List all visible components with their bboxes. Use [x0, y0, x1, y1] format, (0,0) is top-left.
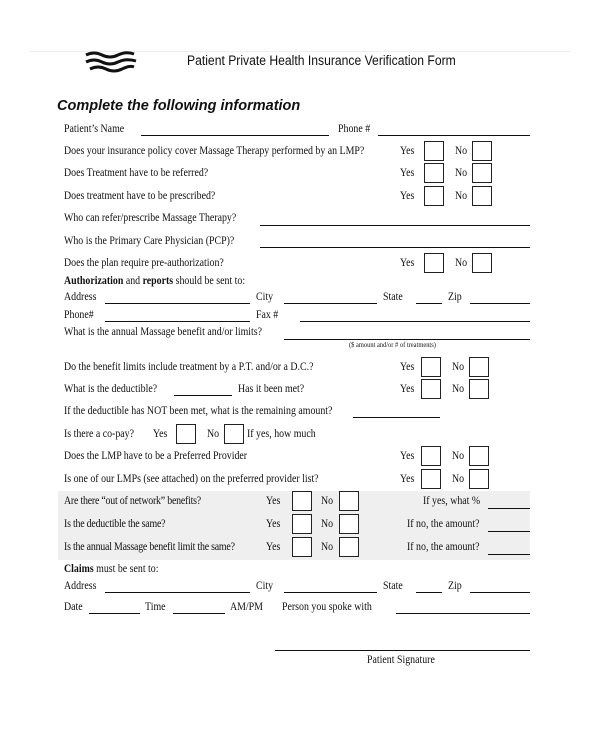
- date-field[interactable]: [89, 613, 140, 614]
- time-field[interactable]: [173, 613, 225, 614]
- q1-yes-checkbox[interactable]: [424, 141, 444, 161]
- question-pcp: Who is the Primary Care Physician (PCP)?: [64, 235, 235, 247]
- claims-state-field[interactable]: [416, 592, 442, 593]
- followup-q14b: If yes, what %: [423, 495, 481, 507]
- q12-yes-checkbox[interactable]: [421, 446, 441, 466]
- q3-yes-checkbox[interactable]: [424, 186, 444, 206]
- claims-city-field[interactable]: [284, 592, 377, 593]
- question-q14: Are there “out of network” benefits?: [64, 495, 201, 507]
- auth-city-label: City: [256, 291, 274, 303]
- yes-label: Yes: [400, 167, 415, 179]
- auth-phone-field[interactable]: [105, 321, 250, 322]
- q12-no-checkbox[interactable]: [469, 446, 489, 466]
- no-label: No: [452, 361, 465, 373]
- signature-field[interactable]: [275, 650, 530, 651]
- auth-text: and: [123, 275, 143, 287]
- who-can-refer-field[interactable]: [260, 225, 530, 226]
- no-label: No: [321, 495, 334, 507]
- question-lmp-coverage: Does your insurance policy cover Massage Therapy performed by an LMP?: [64, 145, 365, 157]
- question-who-can-refer: Who can refer/prescribe Massage Therapy?: [64, 212, 237, 224]
- auth-text: should be sent to:: [173, 275, 246, 287]
- claims-zip-field[interactable]: [470, 592, 530, 593]
- person-spoke-with-label: Person you spoke with: [282, 601, 372, 613]
- auth-address-label: Address: [64, 291, 97, 303]
- no-label: No: [455, 190, 468, 202]
- time-label: Time: [145, 601, 166, 613]
- signature-label: Patient Signature: [367, 654, 435, 666]
- question-copay: Is there a co-pay?: [64, 428, 135, 440]
- yes-label: Yes: [400, 473, 415, 485]
- no-label: No: [207, 428, 220, 440]
- auth-zip-label: Zip: [448, 291, 462, 303]
- form-title: Patient Private Health Insurance Verification Form: [187, 53, 456, 68]
- question-provider-list: Is one of our LMPs (see attached) on the preferred provider list?: [64, 473, 319, 485]
- has-it-been-met-label: Has it been met?: [238, 383, 305, 395]
- person-spoke-with-field[interactable]: [396, 613, 530, 614]
- q8-no-checkbox[interactable]: [469, 357, 489, 377]
- q11-yes-checkbox[interactable]: [176, 424, 196, 444]
- q2-yes-checkbox[interactable]: [424, 163, 444, 183]
- yes-label: Yes: [266, 541, 281, 553]
- yes-label: Yes: [266, 518, 281, 530]
- claims-city-label: City: [256, 580, 274, 592]
- auth-send-to-label: [64, 274, 245, 288]
- pcp-field[interactable]: [260, 247, 530, 248]
- phone-field[interactable]: [378, 135, 530, 136]
- q3-no-checkbox[interactable]: [472, 186, 492, 206]
- q13-no-checkbox[interactable]: [469, 469, 489, 489]
- question-q15: Is the deductible the same?: [64, 518, 166, 530]
- auth-city-field[interactable]: [284, 303, 377, 304]
- auth-state-field[interactable]: [416, 303, 442, 304]
- q9-yes-checkbox[interactable]: [421, 379, 441, 399]
- question-remaining-amount: If the deductible has NOT been met, what is the remaining amount?: [64, 405, 333, 417]
- question-annual-benefit: What is the annual Massage benefit and/or limits?: [64, 326, 263, 338]
- claims-send-to-label: [64, 562, 159, 576]
- question-preferred-provider: Does the LMP have to be a Preferred Provider: [64, 450, 248, 462]
- question-benefit-limits: Do the benefit limits include treatment by a P.T. and/or a D.C.?: [64, 361, 314, 373]
- reports-bold: reports: [142, 275, 174, 287]
- q2-no-checkbox[interactable]: [472, 163, 492, 183]
- copay-how-much-label: If yes, how much: [247, 428, 316, 440]
- yes-label: Yes: [400, 190, 415, 202]
- q11-no-checkbox[interactable]: [224, 424, 244, 444]
- waves-logo-icon: [84, 51, 138, 75]
- claims-address-field[interactable]: [105, 592, 250, 593]
- no-label: No: [455, 167, 468, 179]
- q16-no-checkbox[interactable]: [339, 537, 359, 557]
- date-label: Date: [64, 601, 83, 613]
- question-preauth: Does the plan require pre-authorization?: [64, 257, 224, 269]
- remaining-amount-field[interactable]: [353, 417, 440, 418]
- no-label: No: [455, 257, 468, 269]
- yes-label: Yes: [400, 450, 415, 462]
- claims-bold: Claims: [64, 563, 94, 575]
- q15-yes-checkbox[interactable]: [292, 514, 312, 534]
- auth-address-field[interactable]: [105, 303, 250, 304]
- section-heading: Complete the following information: [57, 98, 301, 114]
- claims-text: must be sent to:: [93, 563, 159, 575]
- question-referred: Does Treatment have to be referred?: [64, 167, 209, 179]
- no-label: No: [452, 450, 465, 462]
- q9-no-checkbox[interactable]: [469, 379, 489, 399]
- auth-state-label: State: [383, 291, 403, 303]
- yes-label: Yes: [400, 361, 415, 373]
- q6-no-checkbox[interactable]: [472, 253, 492, 273]
- q13-yes-checkbox[interactable]: [421, 469, 441, 489]
- q14b-field[interactable]: [488, 508, 530, 509]
- no-label: No: [452, 383, 465, 395]
- yes-label: Yes: [400, 145, 415, 157]
- yes-label: Yes: [400, 383, 415, 395]
- auth-zip-field[interactable]: [470, 303, 530, 304]
- auth-phone-label: Phone#: [64, 309, 94, 321]
- q1-no-checkbox[interactable]: [472, 141, 492, 161]
- claims-zip-label: Zip: [448, 580, 462, 592]
- followup-q15b: If no, the amount?: [407, 518, 480, 530]
- q8-yes-checkbox[interactable]: [421, 357, 441, 377]
- yes-label: Yes: [266, 495, 281, 507]
- no-label: No: [321, 541, 334, 553]
- patient-name-field[interactable]: [141, 135, 329, 136]
- no-label: No: [321, 518, 334, 530]
- followup-q16b: If no, the amount?: [407, 541, 480, 553]
- ampm-label: AM/PM: [230, 601, 263, 613]
- no-label: No: [455, 145, 468, 157]
- deductible-field[interactable]: [174, 395, 232, 396]
- q14-yes-checkbox[interactable]: [292, 491, 312, 511]
- q15-no-checkbox[interactable]: [339, 514, 359, 534]
- yes-label: Yes: [153, 428, 168, 440]
- amount-note: ($ amount and/or # of treatments): [349, 340, 436, 349]
- fax-label: Fax #: [256, 309, 279, 321]
- q16b-field[interactable]: [488, 554, 530, 555]
- phone-label: Phone #: [338, 123, 371, 135]
- no-label: No: [452, 473, 465, 485]
- question-deductible: What is the deductible?: [64, 383, 158, 395]
- patient-name-label: Patient’s Name: [64, 123, 125, 135]
- question-prescribed: Does treatment have to be prescribed?: [64, 190, 216, 202]
- claims-address-label: Address: [64, 580, 97, 592]
- q16-yes-checkbox[interactable]: [292, 537, 312, 557]
- auth-bold: Authorization: [64, 275, 124, 287]
- q14-no-checkbox[interactable]: [339, 491, 359, 511]
- fax-field[interactable]: [300, 321, 530, 322]
- question-q16: Is the annual Massage benefit limit the same?: [64, 541, 235, 553]
- yes-label: Yes: [400, 257, 415, 269]
- q6-yes-checkbox[interactable]: [424, 253, 444, 273]
- q15b-field[interactable]: [488, 531, 530, 532]
- claims-state-label: State: [383, 580, 403, 592]
